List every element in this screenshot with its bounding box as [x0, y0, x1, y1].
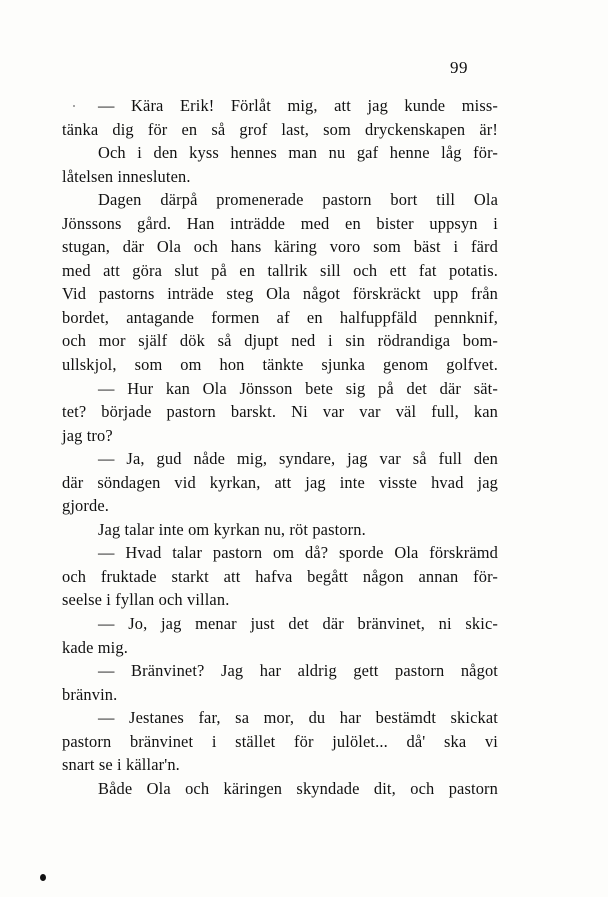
text-line: — Kära Erik! Förlåt mig, att jag kunde miss- — [98, 96, 498, 115]
text-line: Vid pastorns inträde steg Ola något förskräckt upp från — [62, 284, 498, 304]
text-line: jag tro? — [62, 425, 113, 445]
text-line: kade mig. — [62, 637, 128, 657]
text-line: där söndagen vid kyrkan, att jag inte visste hvad jag — [62, 472, 498, 492]
text-line: bränvin. — [62, 684, 118, 704]
text-line: stugan, där Ola och hans käring voro som bäst i färd — [62, 237, 498, 257]
text-line: låtelsen innesluten. — [62, 166, 191, 186]
text-line: — Bränvinet? Jag har aldrig gett pastorn något — [98, 661, 498, 681]
text-line: Både Ola och käringen skyndade dit, och pastorn — [98, 778, 498, 798]
ink-dot — [40, 874, 46, 881]
text-line: — Ja, gud nåde mig, syndare, jag var så full den — [98, 449, 498, 469]
text-line: Och i den kyss hennes man nu gaf henne låg för- — [98, 143, 498, 163]
text-line: tet? började pastorn barskt. Ni var var väl full, kan — [62, 402, 498, 422]
text-line: och fruktade starkt att hafva begått någon annan för- — [62, 566, 498, 586]
text-line: och mor själf dök så djupt ned i sin rödrandiga bom- — [62, 331, 498, 351]
text-line: Jönssons gård. Han inträdde med en bister uppsyn i — [62, 213, 498, 233]
text-line: — Hvad talar pastorn om då? sporde Ola förskrämd — [98, 543, 498, 563]
text-line: — Hur kan Ola Jönsson bete sig på det där sät- — [98, 378, 498, 398]
page-number: 99 — [450, 58, 468, 77]
text-line: gjorde. — [62, 496, 110, 516]
body-text — [62, 94, 498, 800]
text-line: tänka dig för en så grof last, som dryckenskapen är! — [62, 119, 498, 139]
text-line: — Jo, jag menar just det där bränvinet, ni skic- — [98, 614, 498, 634]
text-line: med att göra slut på en tallrik sill och ett fat potatis. — [62, 260, 498, 280]
text-line: snart se i källar'n. — [62, 755, 180, 775]
text-line: ullskjol, som om hon tänkte sjunka genom golfvet. — [62, 355, 498, 375]
text-line: Dagen därpå promenerade pastorn bort till Ola — [98, 190, 498, 210]
text-line: seelse i fyllan och villan. — [62, 590, 230, 610]
text-line: pastorn bränvinet i stället för julölet... då' ska vi — [62, 731, 498, 751]
text-line: Jag talar inte om kyrkan nu, röt pastorn. — [98, 519, 366, 539]
text-line: bordet, antagande formen af en halfuppfäld pennknif, — [62, 307, 498, 327]
text-line: — Jestanes far, sa mor, du har bestämdt skickat — [98, 708, 498, 728]
